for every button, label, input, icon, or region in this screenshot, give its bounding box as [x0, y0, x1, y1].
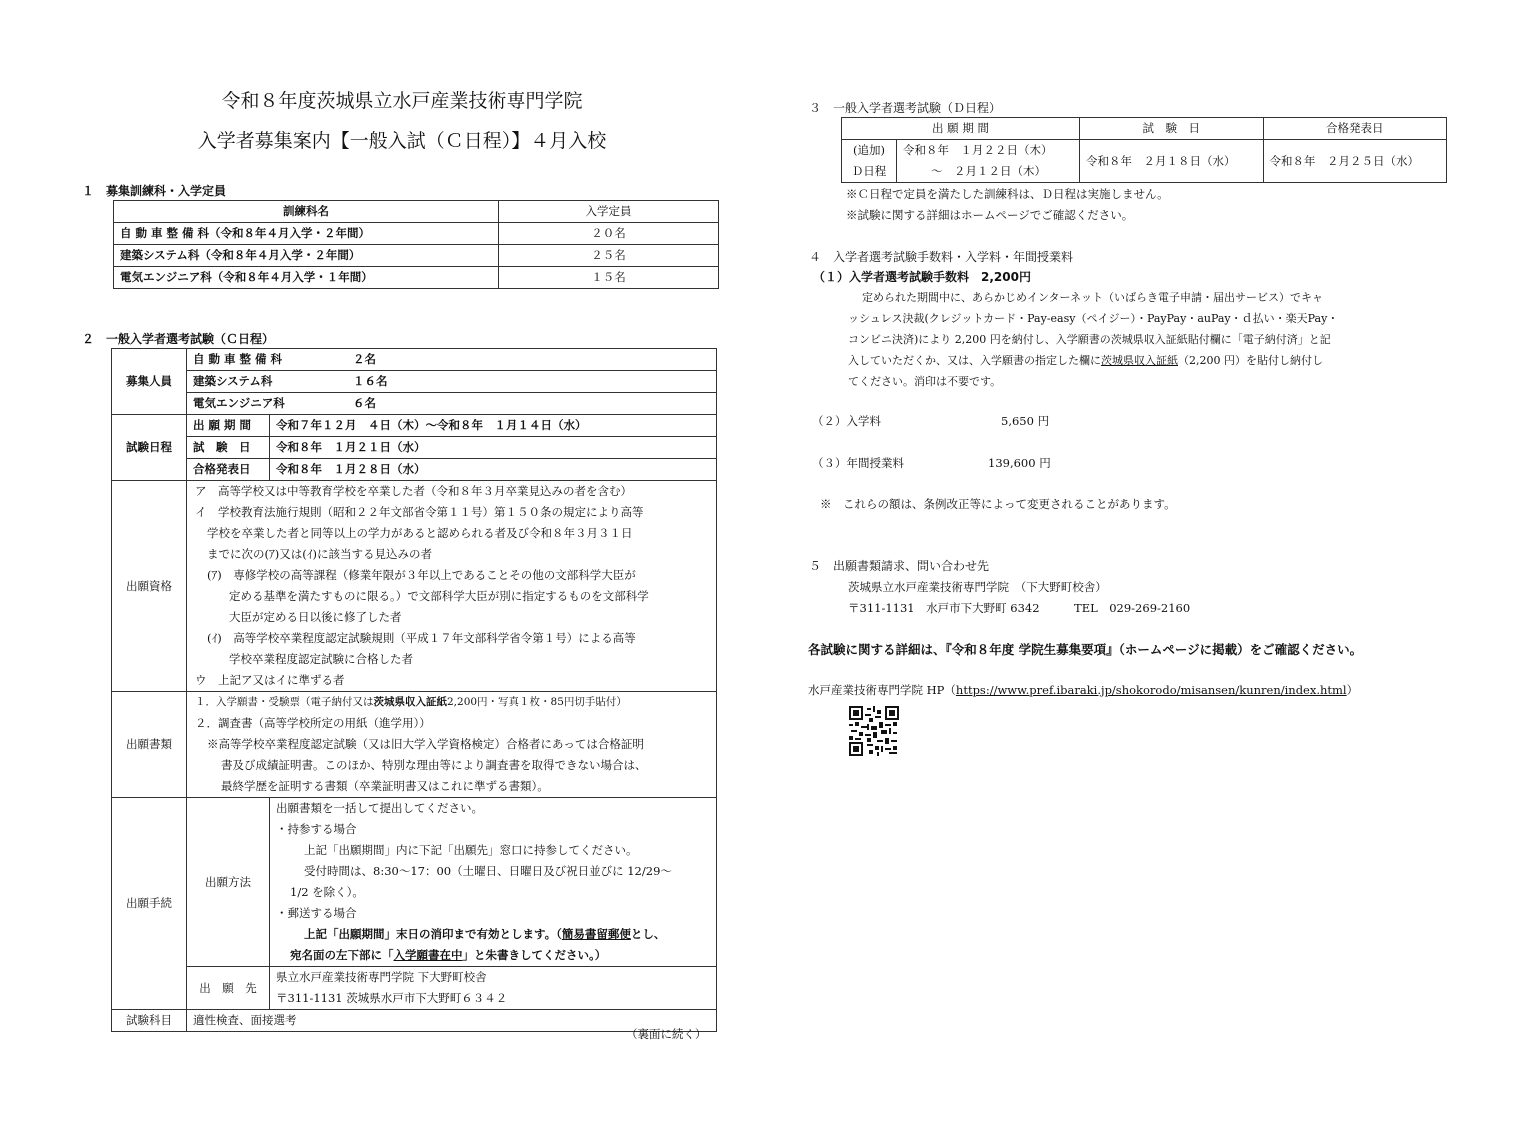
course-cap: ２５名: [499, 245, 719, 267]
saki-line: 〒311-1131 茨城県水戸市下大野町６３４２: [276, 991, 508, 1005]
d-period-end: ～ ２月１２日（木）: [931, 164, 1046, 178]
course-name: 建築システム科（令和８年４月入学・２年間）: [114, 245, 499, 267]
yuso-underline: 簡易書留郵便: [561, 927, 631, 941]
d-label-1: (追加): [853, 143, 885, 157]
d-result-date: 令和８年 ２月２５日（水）: [1263, 140, 1447, 183]
fee-sub-2-value: 5,650 円: [1001, 414, 1050, 428]
nittei-value: 令和８年 １月２８日（水）: [270, 459, 717, 481]
hp-suffix: ）: [1346, 683, 1359, 697]
continued-note: （裏面に続く）: [626, 1027, 707, 1041]
fee-sub-2-label: （２）入学料: [812, 414, 881, 428]
d-schedule-table: [841, 117, 1447, 183]
d-exam-date: 令和８年 ２月１８日（水）: [1080, 140, 1264, 183]
boshu-num: ２名: [353, 352, 376, 366]
nittei-key: 合格発表日: [187, 459, 270, 481]
yuso-line: 」と朱書きしてください。）: [462, 948, 607, 962]
boshu-course: 電気エンジニア科: [193, 396, 285, 410]
c-schedule-table: [111, 348, 717, 1032]
d-note-2: ※試験に関する詳細はホームページでご確認ください。: [846, 208, 1134, 222]
shikaku-line: 学校を卒業した者と同等以上の学力があると認められる者及び令和８年３月３１日: [207, 526, 633, 540]
tetsuzuki-label: 出願手続: [112, 798, 187, 1010]
shikaku-line: 定める基準を満たすものに限る。）で文部科学大臣が別に指定するものを文部科学: [229, 589, 649, 603]
fee-para-line: ッシュレス決裁(クレジットカード・Pay-easy（ペイジー）・PayPay・auPay・ｄ払い・楽天Pay・: [848, 312, 1339, 325]
shikaku-line: までに次の(ｱ)又は(ｲ)に該当する見込みの者: [207, 547, 432, 561]
fee-note: ※ これらの額は、条例改正等によって変更されることがあります。: [820, 497, 1176, 511]
yuso-line: 上記「出願期間」末日の消印まで有効とします。（: [304, 927, 562, 941]
shorui-line: 最終学歴を証明する書類（卒業証明書又はこれに準ずる書類）。: [221, 779, 549, 793]
contact-line-2: 〒311-1131 水戸市下大野町 6342 TEL 029-269-2160: [848, 601, 1191, 615]
section-1-heading: １ 募集訓練科・入学定員: [82, 184, 227, 198]
hoho-label: 出願方法: [187, 798, 270, 967]
shorui-line: 書及び成績証明書。このほか、特別な理由等により調査書を取得できない場合は、: [221, 758, 647, 772]
shikaku-line: ア 高等学校又は中等教育学校を卒業した者（令和８年３月卒業見込みの者を含む）: [195, 484, 632, 498]
section-2-heading: ２ 一般入学者選考試験（Ｃ日程）: [82, 332, 275, 346]
shorui-line: ２．調査書（高等学校所定の用紙（進学用））: [195, 716, 431, 730]
saki-line: 県立水戸産業技術専門学院 下大野町校舎: [276, 970, 487, 984]
hoho-line: 1/2 を除く）。: [290, 885, 364, 899]
section-5-heading: ５ 出願書類請求、問い合わせ先: [809, 559, 990, 573]
shikaku-line: イ 学校教育法施行規則（昭和２２年文部省令第１１号）第１５０条の規定により高等: [195, 505, 644, 519]
kamoku-value: 適性検査、面接選考: [187, 1010, 717, 1032]
d-col-exam: 試 験 日: [1080, 118, 1264, 140]
details-notice: 各試験に関する詳細は、『令和８年度 学院生募集要項』（ホームページに掲載）をご確認ください。: [808, 642, 1363, 657]
d-label-2: Ｄ日程: [851, 164, 887, 178]
qr-code-icon[interactable]: [849, 706, 899, 756]
hoho-line: 受付時間は、8:30～17：00（土曜日、日曜日及び祝日並びに 12/29～: [304, 864, 672, 878]
contact-line-1: 茨城県立水戸産業技術専門学院 （下大野町校舎）: [848, 580, 1107, 594]
boshu-course: 建築システム科: [193, 374, 273, 388]
shorui-line: １．入学願書・受験票（電子納付又は: [195, 696, 374, 708]
fee-para-line: 定められた期間中に、あらかじめインターネット（いばらき電子申請・届出サービス）でキャ: [862, 291, 1324, 304]
kamoku-label: 試験科目: [112, 1010, 187, 1032]
hp-prefix: 水戸産業技術専門学院 HP（: [808, 683, 956, 697]
capacity-col-course: 訓練科名: [114, 201, 499, 223]
yuso-line: 宛名面の左下部に「: [290, 948, 394, 962]
shorui-label: 出願書類: [112, 692, 187, 798]
hoho-line: 上記「出願期間」内に下記「出願先」窓口に持参してください。: [304, 843, 638, 857]
d-col-result: 合格発表日: [1263, 118, 1447, 140]
saki-label: 出 願 先: [187, 967, 270, 1010]
hoho-line: ・郵送する場合: [276, 906, 357, 920]
shikaku-line: ウ 上記ア又はイに準ずる者: [195, 673, 345, 687]
shorui-line: 2,200円・写真１枚・85円切手貼付）: [447, 696, 627, 708]
capacity-col-cap: 入学定員: [499, 201, 719, 223]
fee-para-line: （2,200 円）を貼付し納付し: [1178, 354, 1323, 367]
shikaku-line: 大臣が定める日以後に修了した者: [229, 610, 402, 624]
shikaku-line: (ｱ) 専修学校の高等課程（修業年限が３年以上であることその他の文部科学大臣が: [207, 568, 636, 582]
shorui-line: ※高等学校卒業程度認定試験（又は旧大学入学資格検定）合格者にあっては合格証明: [207, 737, 644, 751]
hp-link[interactable]: https://www.pref.ibaraki.jp/shokorodo/misansen/kunren/index.html: [955, 683, 1347, 697]
hoho-line: ・持参する場合: [276, 822, 357, 836]
fee-sub-3-label: （３）年間授業料: [812, 456, 904, 470]
section-3-heading: ３ 一般入学者選考試験（Ｄ日程）: [809, 101, 1002, 115]
nittei-key: 試 験 日: [187, 437, 270, 459]
d-period-start: 令和８年 １月２２日（木）: [903, 143, 1053, 157]
course-cap: １５名: [499, 267, 719, 289]
course-name: 電気エンジニア科（令和８年４月入学・１年間）: [114, 267, 499, 289]
yuso-line: とし、: [630, 927, 666, 941]
boshu-num: １６名: [353, 374, 388, 388]
course-cap: ２０名: [499, 223, 719, 245]
section-4-heading: ４ 入学者選考試験手数料・入学料・年間授業料: [809, 250, 1074, 264]
d-col-period: 出 願 期 間: [842, 118, 1080, 140]
boshu-course: 自 動 車 整 備 科: [193, 352, 283, 366]
capacity-table: [113, 200, 719, 289]
shikaku-label: 出願資格: [112, 481, 187, 692]
boshu-num: ６名: [353, 396, 376, 410]
hoho-line: 出願書類を一括して提出してください。: [276, 801, 483, 815]
fee-sub-3-value: 139,600 円: [988, 456, 1051, 470]
fee-para-line: 入していただくか、又は、入学願書の指定した欄に: [848, 354, 1101, 367]
boshu-label: 募集人員: [112, 349, 187, 415]
yuso-underline: 入学願書在中: [393, 948, 463, 962]
d-note-1: ※Ｃ日程で定員を満たした訓練科は、Ｄ日程は実施しません。: [846, 187, 1169, 201]
nittei-value: 令和８年 １月２１日（水）: [270, 437, 717, 459]
nittei-value: 令和７年１２月 ４日（木）～令和８年 １月１４日（水）: [270, 415, 717, 437]
nittei-label: 試験日程: [112, 415, 187, 481]
fee-para-line: てください。消印は不要です。: [848, 375, 1002, 388]
shikaku-line: (ｲ) 高等学校卒業程度認定試験規則（平成１７年文部科学省令第１号）による高等: [207, 631, 636, 645]
shorui-stamp: 茨城県収入証紙: [373, 696, 447, 708]
page-subtitle: 入学者募集案内【一般入試（Ｃ日程）】４月入校: [197, 130, 607, 152]
page-title: 令和８年度茨城県立水戸産業技術専門学院: [221, 90, 583, 112]
shikaku-line: 学校卒業程度認定試験に合格した者: [229, 652, 413, 666]
fee-para-line: コンビニ決済)により 2,200 円を納付し、入学願書の茨城県収入証紙貼付欄に「電子納付済」と記: [848, 333, 1331, 346]
fee-stamp-underline: 茨城県収入証紙: [1101, 354, 1178, 367]
nittei-key: 出 願 期 間: [187, 415, 270, 437]
fee-sub-1: （１）入学者選考試験手数料 2,200円: [813, 270, 1031, 284]
course-name: 自 動 車 整 備 科（令和８年４月入学・２年間）: [114, 223, 499, 245]
